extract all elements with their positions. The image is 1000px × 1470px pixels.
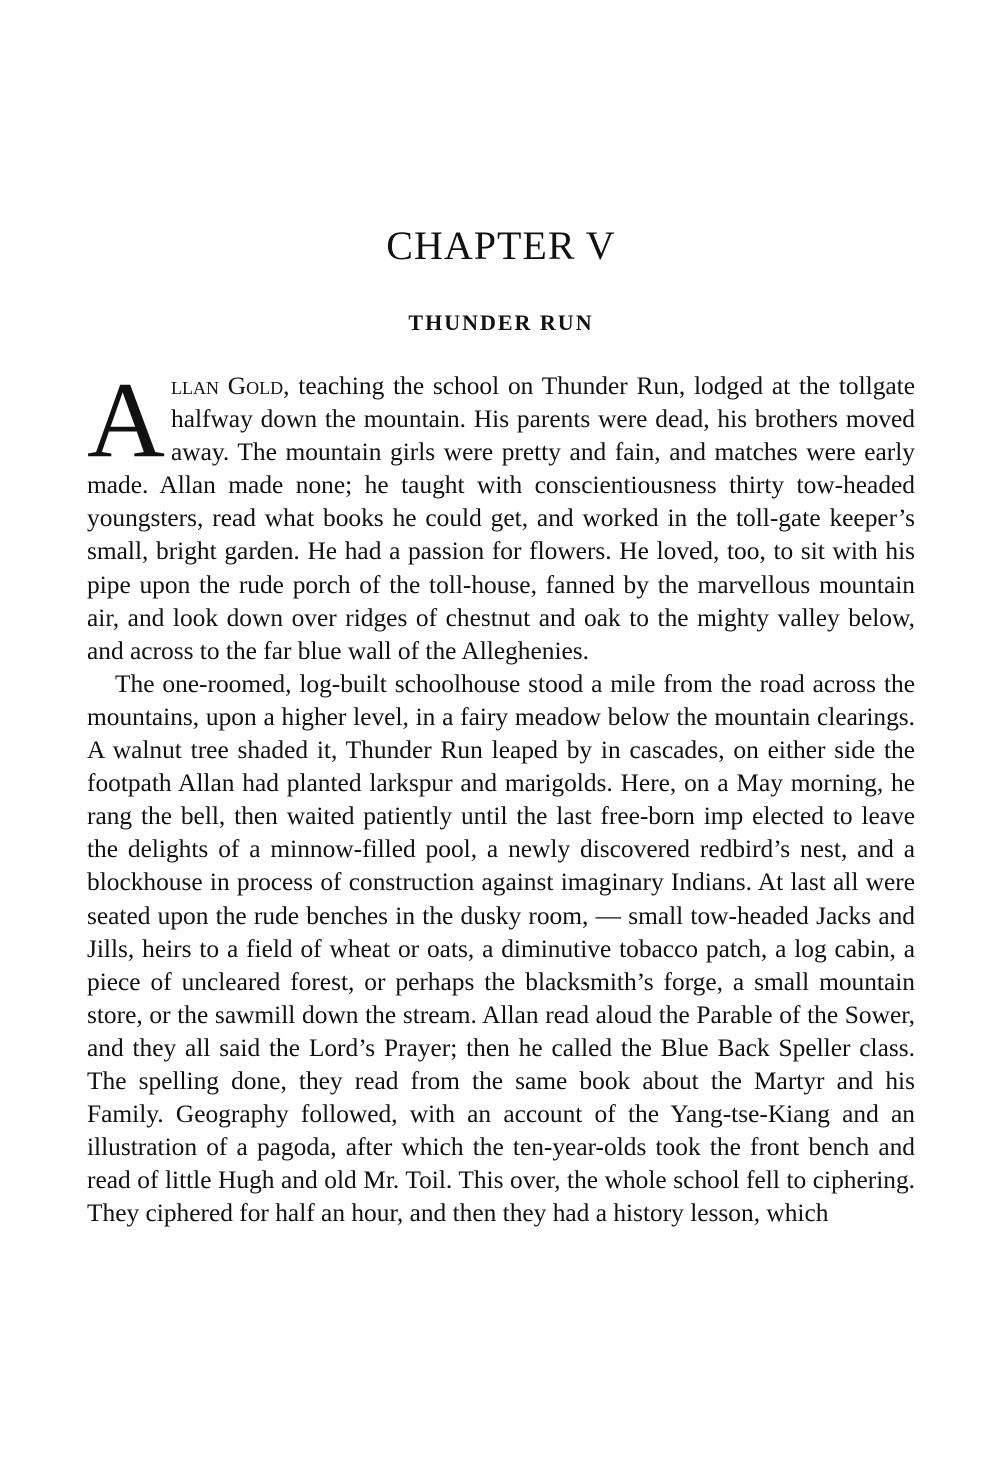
paragraph-1 bbox=[87, 361, 915, 668]
chapter-subtitle: THUNDER RUN bbox=[408, 310, 594, 335]
paragraph-2 bbox=[87, 668, 915, 1231]
paragraph-2-text: The one-roomed, log-built schoolhouse stood a mile from the road across the mountains, upon a higher level, in a fairy meadow below the mountain clearings. A walnut tree shaded it, Thunder Run leaped by in cascades, on either side the footpath Allan had planted larkspur and marigolds. Here, on a May morning, he rang the bell, then waited patiently until the last free-born imp elected to leave the delights of a minnow-filled pool, a newly discovered redbird’s nest, and a blockhouse in process of construction against imaginary Indians. At last all were seated upon the rude benches in the dusky room, — small tow-headed Jacks and Jills, heirs to a field of wheat or oats, a diminutive tobacco patch, a log cabin, a piece of uncleared forest, or perhaps the blacksmith’s forge, a small mountain store, or the sawmill down the stream. Allan read aloud the Parable of the Sower, and they all said the Lord’s Prayer; then he called the Blue Back Speller class. The spelling done, they read from the same book about the Martyr and his Family. Geography followed, with an account of the Yang-tse-Kiang and an illustration of a pagoda, after which the ten-year-olds took the front bench and read of little Hugh and old Mr. Toil. This over, the whole school fell to ciphering. They ciphered for half an hour, and then they had a history lesson, which bbox=[87, 669, 915, 1228]
drop-cap: A bbox=[87, 361, 165, 480]
chapter-title: CHAPTER V bbox=[386, 223, 616, 268]
lead-small-caps: llan Gold, bbox=[171, 372, 290, 400]
paragraph-1-text: teaching the school on Thunder Run, lodged at the tollgate halfway down the mountain. His parents were dead, his brothers moved away. The mountain girls were pretty and fain, and matches were early made. Allan made none; he taught with conscientiousness thirty tow-headed youngsters, read what books he could get, and worked in the toll-gate keeper’s small, bright garden. He had a passion for flowers. He loved, too, to sit with his pipe upon the rude porch of the toll-house, fanned by the marvellous mountain air, and look down over ridges of chestnut and oak to the mighty valley below, and across to the far blue wall of the Alleghenies. bbox=[87, 372, 915, 665]
chapter-body bbox=[87, 361, 915, 1230]
